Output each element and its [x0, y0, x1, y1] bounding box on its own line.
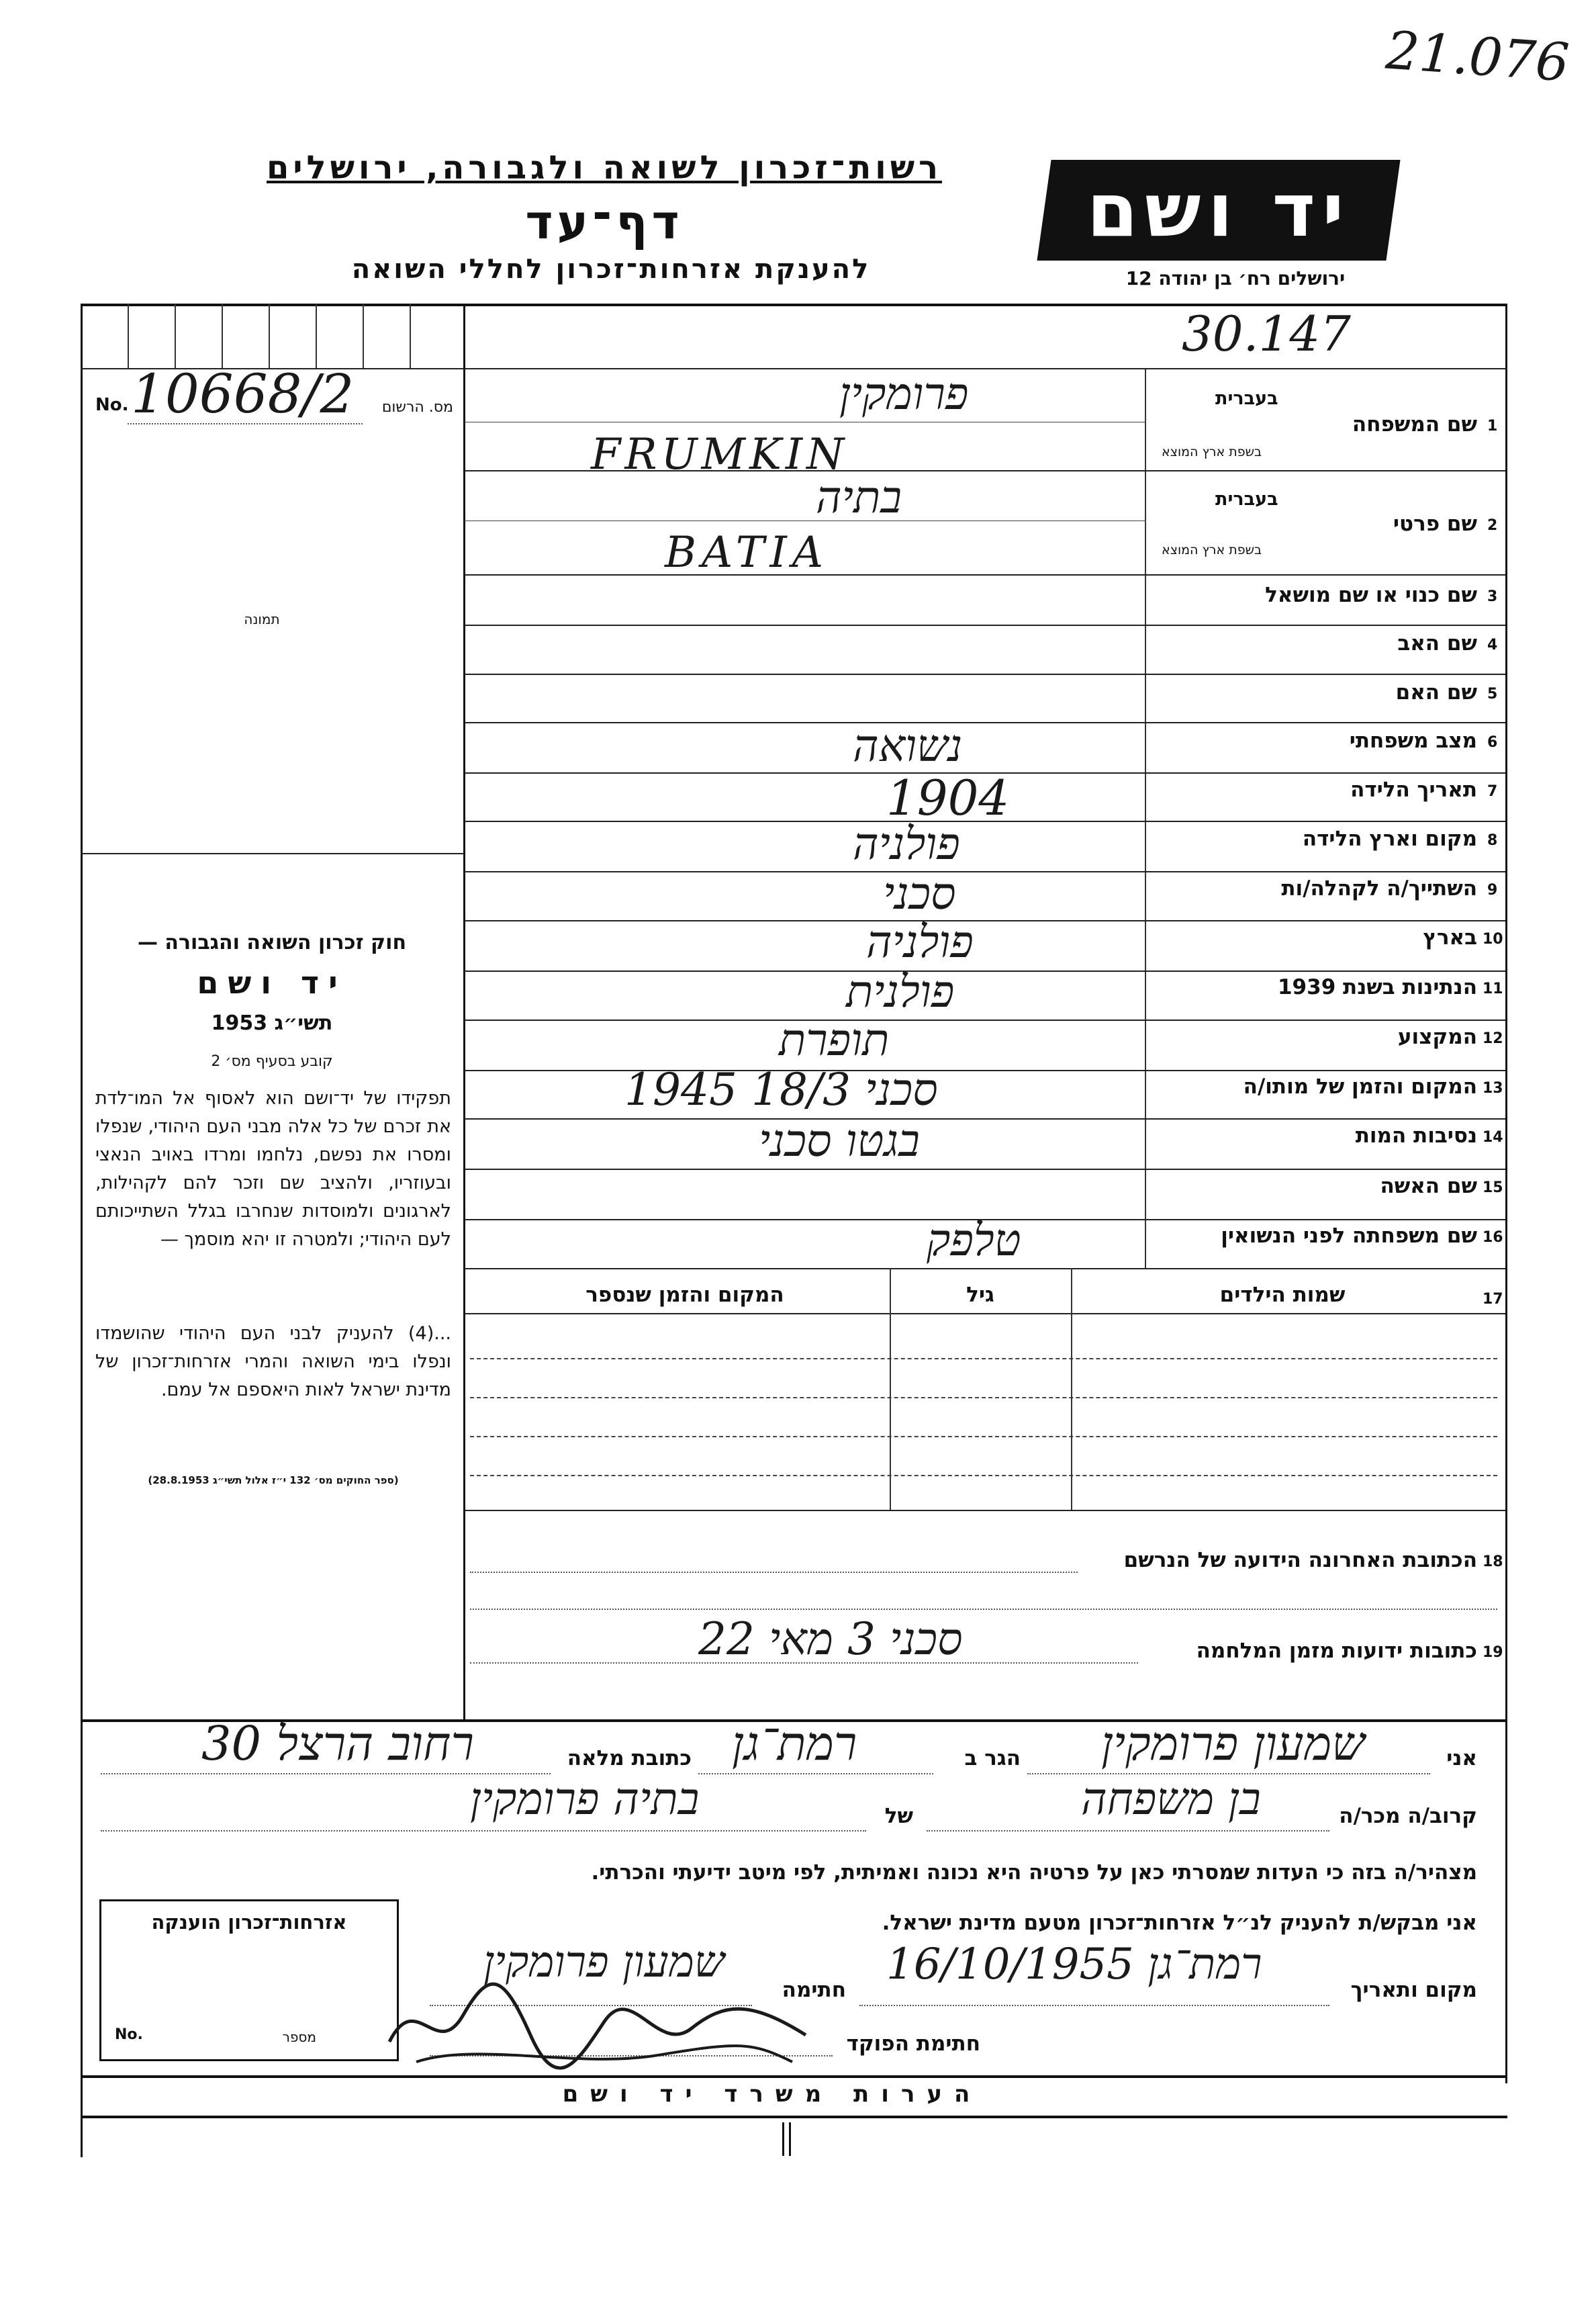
full-address-label: כתובת מלאה [567, 1746, 692, 1770]
of-value: בתיה פרומקין [470, 1773, 700, 1825]
field-6-number: 6 [1487, 734, 1498, 751]
field-13-label: המקום והזמן של מותו/ה [1243, 1075, 1477, 1099]
divider-left-column [463, 304, 465, 1721]
top-cell-divider [222, 304, 223, 368]
field-1-number: 1 [1487, 418, 1498, 435]
resident-label: הגר ב [964, 1746, 1021, 1770]
children-row-line [470, 1397, 1497, 1398]
authority-heading: רשות־זכרון לשואה ולגבורה, ירושלים [266, 149, 943, 187]
declaration-statement: מצהיר/ה בזה כי העדות שמסרתי כאן על פרטיה היא נכונה ואמיתית, לפי מיטב ידיעתי והכרתי. [591, 1860, 1477, 1885]
field-9-number: 9 [1487, 882, 1498, 899]
field-12-label: המקצוע [1397, 1025, 1477, 1049]
children-col-divider [890, 1268, 891, 1510]
field-12-value: תופרת [779, 1014, 890, 1066]
relative-label: קרוב/ה מכר/ה [1339, 1804, 1477, 1828]
field-10-value: פולניה [866, 916, 974, 968]
top-cell-divider [363, 304, 364, 368]
row-line [465, 920, 1505, 921]
field-16-number: 16 [1483, 1229, 1503, 1246]
frame-left [81, 304, 83, 2157]
place-date-line [859, 2005, 1329, 2006]
field-1-sub-hebrew: בעברית [1215, 388, 1278, 409]
row-line [465, 970, 1505, 972]
law-year: תשי״ג 1953 [211, 1011, 333, 1035]
field-2-value-hebrew: בתיה [816, 471, 902, 523]
field-2-value-latin: BATIA [665, 528, 829, 578]
field-9-value: סכני [883, 868, 956, 919]
field-1-value-hebrew: פרומקין [839, 368, 969, 420]
certificate-number-label: מספר [282, 2029, 316, 2045]
footer-bottom-line [81, 2116, 1507, 2118]
law-paragraph-1: תפקידו של יד־ושם הוא לאסוף אל המו־לדת את זכרם של כל אלה מבני העם היהודי, שנפלו ומסרו את נפשם, נלחמו ומרדו באויב הנאצי ובעוזריו, ולהציב שם וזכר להם לקהילות, לארגונים ולמוסדות שנחרבו בגלל השתייכותם לעם היהודי; ולמטרה זו יהא מוסמך — [95, 1088, 451, 1250]
field-8-label: מקום וארץ הלידה [1302, 827, 1477, 851]
place-date-label: מקום ותאריך [1350, 1978, 1477, 2002]
archive-number: 21.076 [1384, 20, 1571, 94]
field-10-label: בארץ [1423, 925, 1477, 950]
row-line [465, 625, 1505, 626]
registration-no-label: No. [95, 395, 129, 415]
field-9-label: השתייך/ה לקהלה/ות [1281, 876, 1477, 901]
field-6-label: מצב משפחתי [1349, 729, 1477, 753]
field-14-number: 14 [1483, 1129, 1503, 1146]
field-14-label: נסיבות המות [1355, 1124, 1477, 1148]
field-5-number: 5 [1487, 686, 1498, 703]
children-table-bottom [465, 1510, 1505, 1511]
field-1-sub-origin: בשפת ארץ המוצא [1162, 445, 1262, 459]
place-date-value: רמת־גן 16/10/1955 [886, 1940, 1262, 1989]
row-line [465, 722, 1505, 723]
row-line [465, 1268, 1505, 1269]
field-12-number: 12 [1483, 1030, 1503, 1047]
children-col-place: המקום והזמן שנספר [585, 1283, 784, 1307]
field-18-number: 18 [1483, 1553, 1503, 1570]
field-1-value-latin: FRUMKIN [591, 430, 849, 480]
law-source: (ספר החוקים מס׳ 132 י״ז אלול תשי״ג 28.8.1953) [148, 1474, 399, 1486]
law-name: יד ושם [197, 964, 347, 1001]
form-title: דף־עד [525, 195, 684, 250]
children-col-age: גיל [966, 1283, 994, 1307]
row-line [465, 1070, 1505, 1071]
field-4-number: 4 [1487, 637, 1498, 653]
row-line [465, 674, 1505, 675]
field-3-label: שם כנוי או שם מושאל [1265, 583, 1477, 607]
top-cell-divider [128, 304, 129, 368]
top-cell-divider [175, 304, 176, 368]
top-cell-divider [269, 304, 270, 368]
field-19-label: כתובות ידועות מזמן המלחמה [1196, 1639, 1477, 1663]
officer-signature-scribble [376, 1961, 846, 2075]
footer-tick [789, 2122, 791, 2156]
field-2-sub-origin: בשפת ארץ המוצא [1162, 543, 1262, 557]
top-box-number: 30.147 [1182, 306, 1351, 362]
field-5-label: שם האם [1395, 680, 1477, 705]
certificate-no-label: No. [115, 2026, 143, 2043]
declarant-name: שמעון פרומקין [1101, 1716, 1365, 1771]
field-2-label: שם פרטי [1393, 512, 1477, 536]
field-11-number: 11 [1483, 981, 1503, 997]
field-2-sub-hebrew: בעברית [1215, 489, 1278, 510]
row-line [465, 574, 1505, 576]
resident-line [698, 1773, 933, 1774]
field-3-number: 3 [1487, 588, 1498, 605]
field-18-line [470, 1572, 1078, 1573]
children-row-line [470, 1475, 1497, 1476]
field-16-value: טלפק [927, 1214, 1021, 1266]
logo-address: ירושלים רח׳ בן יהודה 12 [1125, 267, 1346, 289]
row-line [465, 1020, 1505, 1021]
field-2-number: 2 [1487, 517, 1498, 534]
declaration-ani: אני [1446, 1746, 1477, 1770]
field-18-label: הכתובת האחרונה הידועה של הנרשם [1123, 1548, 1477, 1572]
logo-text: יד ושם [1086, 167, 1351, 253]
children-col-divider [1071, 1268, 1072, 1510]
registration-label: מס. הרשום [381, 399, 453, 416]
children-header-line [465, 1313, 1505, 1314]
children-row-line [470, 1358, 1497, 1359]
row-line [465, 1169, 1505, 1170]
law-paragraph-2: ...(4) להעניק לבני העם היהודי שהושמדו ונפלו בימי השואה והמרי אזרחות־זכרון של מדינת ישראל לאות היאספם אל עמם. [95, 1323, 451, 1400]
photo-box-bottom [81, 853, 465, 854]
field-15-number: 15 [1483, 1179, 1503, 1196]
divider-label-column [1145, 368, 1146, 1268]
field-8-value: פולניה [853, 818, 960, 870]
yad-vashem-logo [1037, 160, 1400, 261]
field-7-number: 7 [1487, 783, 1498, 800]
of-label: של [884, 1804, 913, 1828]
footer-remarks: הערות משרד יד ושם [562, 2081, 982, 2108]
field-6-value: נשואה [853, 720, 963, 772]
field-7-label: תאריך הלידה [1350, 778, 1477, 802]
field-17-number: 17 [1483, 1291, 1503, 1308]
top-cell-divider [410, 304, 411, 368]
photo-label: תמונה [244, 611, 280, 627]
declaration-request: אני מבקש/ת להעניק לנ״ל אזרחות־זכרון מטעם מדינת ישראל. [882, 1911, 1477, 1935]
certificate-box-title: אזרחות־זכרון הוענקה [151, 1911, 347, 1934]
resident-value: רמת־גן [732, 1716, 857, 1771]
field-18-line2 [470, 1609, 1497, 1610]
footer-top-line [81, 2075, 1507, 2078]
registration-line [128, 423, 363, 424]
relative-line [927, 1830, 1329, 1832]
children-col-names: שמות הילדים [1219, 1283, 1346, 1307]
field-1-label: שם המשפחה [1352, 412, 1477, 437]
children-row-line [470, 1436, 1497, 1437]
frame-right [1505, 304, 1507, 2083]
field-11-label: הנתינות בשנת 1939 [1277, 975, 1477, 999]
field-13-number: 13 [1483, 1080, 1503, 1097]
declarant-signature: שמעון פרומקין [483, 1938, 725, 1987]
certificate-box [99, 1899, 399, 2061]
form-subtitle: להענקת אזרחות־זכרון לחללי השואה [351, 254, 871, 285]
signature-label: חתימה [782, 1978, 846, 2002]
relative-value: בן משפחה [1081, 1773, 1261, 1825]
row-line [465, 1118, 1505, 1120]
field-19-value: סכני 3 מאי 22 [698, 1613, 963, 1665]
signature-stroke [416, 2046, 792, 2062]
field-11-value: פולנית [846, 966, 955, 1018]
field-15-label: שם האשה [1380, 1174, 1477, 1198]
field-8-number: 8 [1487, 832, 1498, 849]
full-address-value: רחוב הרצל 30 [201, 1716, 474, 1771]
field-13-value: סכני 18/3 1945 [624, 1064, 938, 1116]
top-cell-divider [316, 304, 317, 368]
row-line [465, 871, 1505, 872]
field-14-value: בגטו סכני [759, 1115, 920, 1167]
field-4-label: שם האב [1397, 631, 1477, 656]
law-title: חוק זכרון השואה והגבורה — [137, 931, 407, 954]
field-16-label: שם משפחתה לפני הנשואין [1221, 1224, 1477, 1248]
footer-tick [782, 2122, 784, 2156]
law-clause-ref: קובע בסעיף מס׳ 2 [211, 1053, 333, 1070]
field-10-number: 10 [1483, 931, 1503, 948]
registration-number: 10668/2 [131, 363, 355, 425]
field-19-number: 19 [1483, 1644, 1503, 1661]
field-7-value: 1904 [886, 770, 1010, 826]
field-19-line [470, 1662, 1138, 1664]
of-line [101, 1830, 866, 1832]
officer-signature-label: חתימת הפוקד [846, 2032, 980, 2056]
